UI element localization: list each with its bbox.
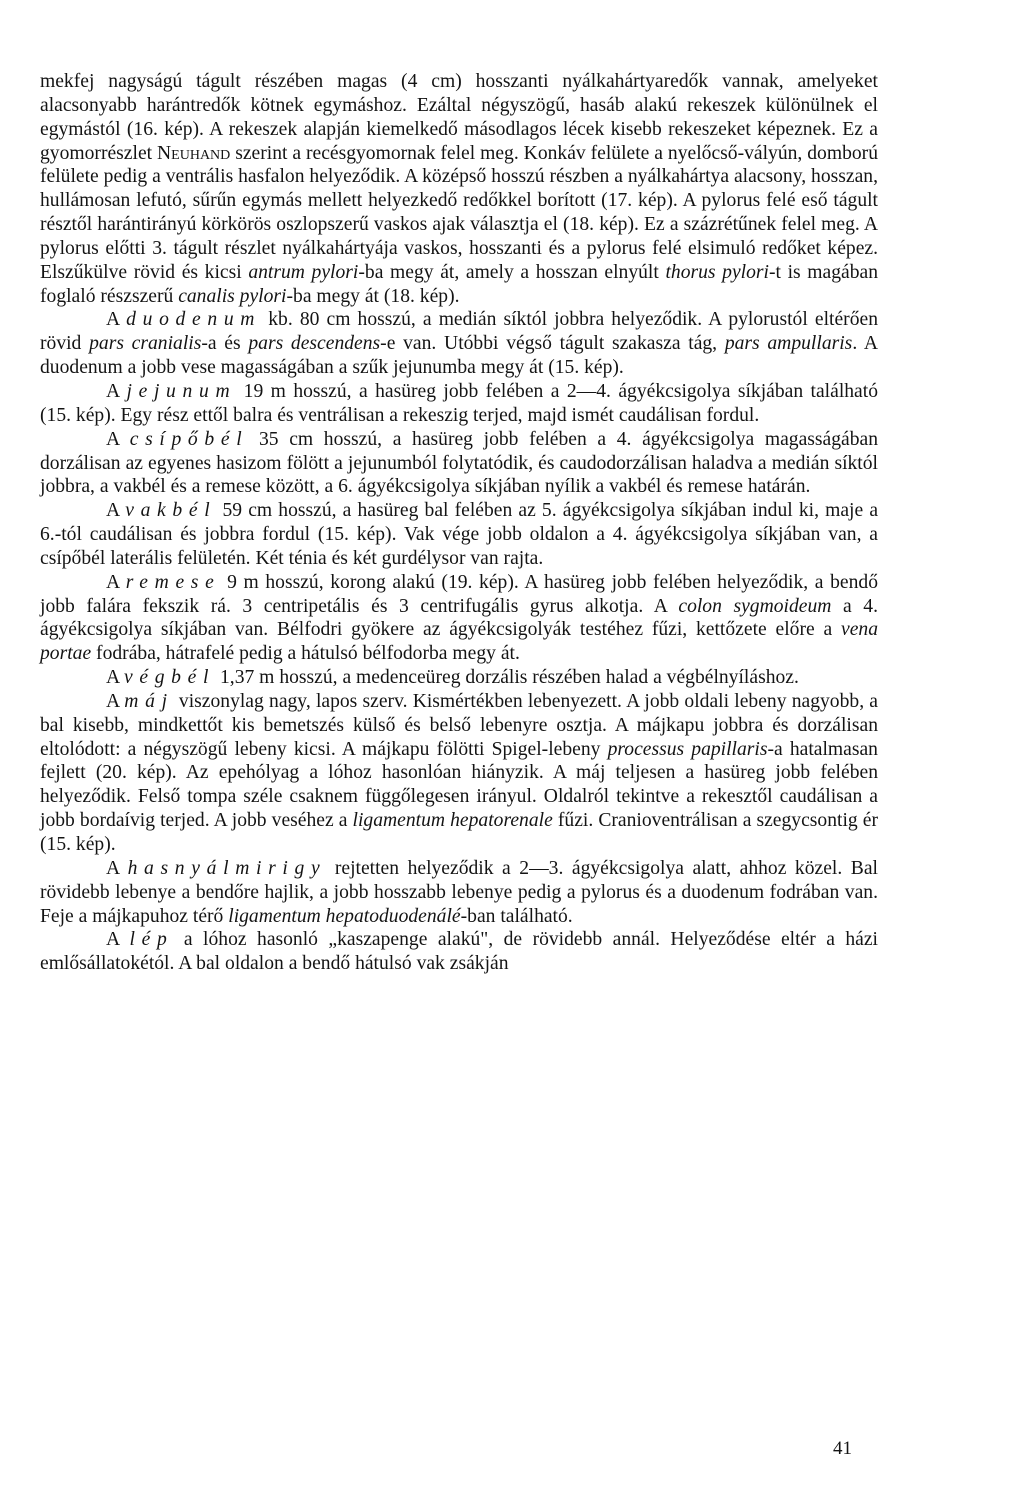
text-run: szerint a recésgyomornak felel meg. Konkáv felülete a nyelőcső-vályún, domború felülete pedig a ventrális hasfalon helyeződik. A középső hosszú részben a nyálkahártya alacsony, hosszan, hullámosan lefutó, sűrűn egymás mellett helyezkedő redőkkel borított (17. kép). A pylorus felé eső tágult résztől harántirányú körkörös oszlopszerű vaskos ajak választja el (18. kép). Ez a százrétűnek felel meg. A pylorus előtti 3. tágult részlet nyálkahártyája vaskos, hosszanti és a pylorus felé elsimuló redőket képez. Elszűkülve rövid és kicsi xyxy=(40,142,878,283)
text-run: rejtetten helyeződik a 2—3. ágyékcsigolya alatt, ahhoz közel. Bal rövidebb lebenye a bendőre hajlik, a jobb hosszabb lebenye pedig a pylorus és a duodenum fodrában van. Feje a májkapuhoz térő xyxy=(40,857,878,927)
text-run: mekfej nagyságú tágult részében magas (4 cm) hosszanti nyálkahártyaredők vannak, amelyeket alacsonyabb harántredők kötnek egymáshoz. Ezáltal négyszögű, hasáb alakú rekeszek különülnek el egymástól (16. kép). A rekeszek alapján kiemelkedő másodlagos lécek kisebb rekeszeket képeznek. Ez a gyomorrészlet xyxy=(40,71,878,164)
latin-term: ligamentum hepatorenale xyxy=(352,810,553,832)
text-run: viszonylag nagy, lapos szerv. Kismértékben lebenyezett. A jobb oldali lebeny nagyobb, a bal kisebb, mindkettőt kis bemetszés külső és belső lebenyre osztja. A májkapu jobbra és dorzálisan eltolódott: a négyszögű lebeny kicsi. A májkapu fölötti Spigel-lebeny xyxy=(40,690,879,760)
latin-term: pars descendens xyxy=(248,333,381,355)
text-run: -a és xyxy=(201,333,249,355)
paragraph xyxy=(40,428,878,500)
paragraph xyxy=(40,308,878,380)
text-run: -a hatalmasan fejlett (20. kép). Az epehólyag a lóhoz hasonlóan hiányzik. A máj teljesen a hasüreg jobb felében helyeződik. Felső tompa széle csaknem függőlegesen irányul. Oldalról tekintve a rekesztől caudálisan a jobb bordaívig terjed. A jobb veséhez a xyxy=(40,738,878,832)
organ-term: remese xyxy=(125,571,221,593)
text-run: A xyxy=(106,428,130,450)
text-run: fűzi. Cranioventrálisan a szegycsontig ér (15. kép). xyxy=(40,810,878,855)
latin-term: canalis pylori xyxy=(178,285,287,307)
text-run: . A duodenum a jobb vese magasságában a szűk jejunumba megy át (15. kép). xyxy=(40,333,879,379)
latin-term: pars cranialis xyxy=(89,333,202,355)
text-run: -ba megy át, amely a hosszan elnyúlt xyxy=(358,261,666,283)
text-run: fodrába, hátrafelé pedig a hátulsó bélfodorba megy át. xyxy=(91,643,520,665)
organ-term: duodenum xyxy=(126,309,262,331)
text-run: 9 m hosszú, korong alakú (19. kép). A hasüreg jobb felében helyeződik, a bendő jobb falára fekszik rá. 3 centripetális és 3 centrifugális gyrus alkotja. A xyxy=(40,571,879,617)
text-run: 19 m hosszú, a hasüreg jobb felében a 2—4. ágyékcsigolya síkjában található (15. kép). Egy rész ettől balra és ventrálisan a rekeszig terjed, majd ismét caudálisan fordul. xyxy=(40,380,878,426)
text-run: A xyxy=(106,667,124,689)
text-run: a 4. ágyékcsigolya síkjában van. Bélfodri gyökere az ágyékcsigolyák testéhez fűzi, kettőzete előre a xyxy=(40,595,878,641)
organ-term: vakbél xyxy=(125,500,217,522)
latin-term: colon sygmoideum xyxy=(678,595,832,617)
organ-term: csípőbél xyxy=(129,428,249,450)
latin-term: antrum pylori xyxy=(248,261,359,283)
text-run: a lóhoz hasonló „kaszapenge alakú", de rövidebb annál. Helyeződése eltér a házi emlősállatokétól. A bal oldalon a bendő hátulsó vak zsákján xyxy=(40,929,878,975)
text-run: A xyxy=(106,929,130,951)
organ-term: jejunum xyxy=(126,380,237,402)
paragraph xyxy=(40,928,878,976)
paragraph xyxy=(40,666,878,690)
latin-term: processus papillaris xyxy=(607,738,768,760)
text-run: -ba megy át (18. kép). xyxy=(286,285,460,307)
organ-term: máj xyxy=(124,690,174,712)
text-run: -ban található. xyxy=(460,905,573,927)
text-run: A xyxy=(106,690,125,712)
latin-term: vena portae xyxy=(40,619,878,665)
paragraph xyxy=(40,380,878,428)
organ-term: lép xyxy=(129,929,174,951)
text-run: 59 cm hosszú, a hasüreg bal felében az 5. ágyékcsigolya síkjában indul ki, maje a 6.-tól caudálisan és jobbra fordul (15. kép). Vak vége jobb oldalon a 4. ágyékcsigolya síkjában van, a csípőbél laterális felületén. Két ténia és két gurdélysor van rajta. xyxy=(40,500,879,569)
latin-term: pars ampullaris xyxy=(724,333,853,355)
text-run: 1,37 m hosszú, a medenceüreg dorzális részében halad a végbélnyíláshoz. xyxy=(215,667,799,689)
page-number: 41 xyxy=(833,1438,852,1459)
text-run: -e van. Utóbbi végső tágult szakasza tág, xyxy=(380,333,725,355)
paragraph xyxy=(40,70,878,308)
text-run: A xyxy=(106,309,127,331)
author-name: Neuhand xyxy=(157,142,231,164)
text-run: A xyxy=(106,380,127,402)
latin-term: ligamentum hepatoduodenálé xyxy=(228,905,461,927)
text-run: A xyxy=(106,571,126,593)
paragraph xyxy=(40,690,878,857)
paragraph xyxy=(40,499,878,571)
latin-term: thorus pylori xyxy=(665,261,769,283)
paragraph xyxy=(40,857,878,929)
organ-term: hasnyálmirigy xyxy=(127,857,327,879)
page-body xyxy=(40,70,878,976)
text-run: kb. 80 cm hosszú, a medián síktól jobbra helyeződik. A pylorustól eltérően rövid xyxy=(40,309,878,355)
text-run: A xyxy=(106,500,126,522)
text-run: -t is magában foglaló részszerű xyxy=(40,261,879,307)
text-run: 35 cm hosszú, a hasüreg jobb felében a 4. ágyékcsigolya magasságában dorzálisan az egyenes hasizom fölött a jejunumból folytatódik, és caudodorzálisan haladva a medián síktól jobbra, a vakbél és a remese között, a 6. ágyékcsigolya síkjában nyílik a vakbél és remese határán. xyxy=(40,428,878,498)
organ-term: végbél xyxy=(123,667,216,689)
text-run: A xyxy=(106,857,128,879)
paragraph xyxy=(40,571,878,666)
